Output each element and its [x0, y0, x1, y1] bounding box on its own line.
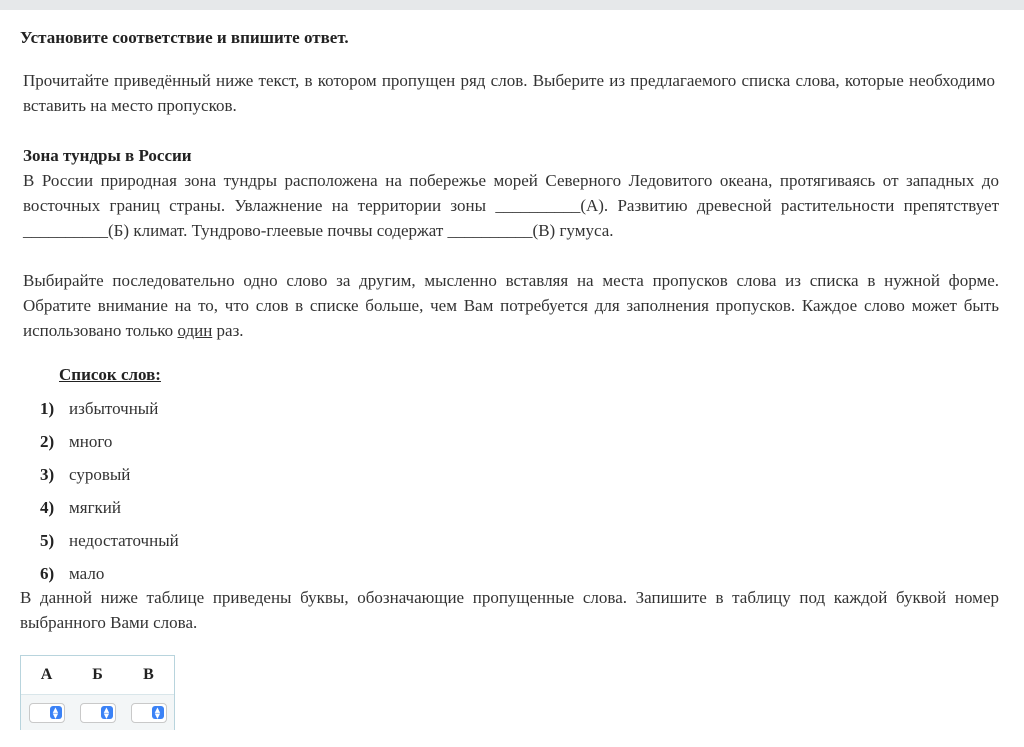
intro-text: Прочитайте приведённый ниже текст, в котором пропущен ряд слов. Выберите из предлагаемого списка слова, которые необходимо вставить на место пропусков. [23, 71, 995, 115]
list-item [40, 429, 179, 462]
answer-select-b[interactable] [80, 703, 116, 723]
chevron-up-down-icon: ▲ ▼ [50, 706, 62, 719]
list-item [40, 396, 179, 429]
list-item-number: 4) [40, 498, 55, 517]
instructions-before: Выбирайте последовательно одно слово за другим, мысленно вставляя на места пропусков слова из списка в нужной форме. Обратите внимание на то, что слов в списке больше, чем Вам потребуется для заполнения пропусков. Каждое слово может быть использовано только [23, 271, 999, 340]
chevron-up-down-icon: ▲ ▼ [152, 706, 164, 719]
passage-title: Зона тундры в России [23, 146, 192, 165]
letter-v: В [143, 666, 154, 683]
list-item-number: 5) [40, 531, 55, 550]
answer-table [20, 655, 175, 730]
task-header: Установите соответствие и впишите ответ. [20, 28, 349, 47]
word-list-title: Список слов: [59, 365, 161, 384]
list-item-word: суровый [69, 465, 131, 484]
list-item [40, 528, 179, 561]
list-item-number: 3) [40, 465, 55, 484]
table-note: В данной ниже таблице приведены буквы, обозначающие пропущенные слова. Запишите в таблицу под каждой буквой номер выбранного Вами слова. [20, 588, 999, 632]
answer-cell-v [123, 703, 174, 723]
chevron-up-down-icon: ▲ ▼ [101, 706, 113, 719]
list-item [40, 495, 179, 528]
list-item-word: избыточный [69, 399, 159, 418]
list-item-number: 6) [40, 564, 55, 583]
instructions-text [23, 268, 999, 343]
list-item-word: мягкий [69, 498, 122, 517]
letter-b: Б [92, 666, 103, 683]
list-item-word: мало [69, 564, 105, 583]
list-item-number: 2) [40, 432, 55, 451]
answer-cell-a [21, 703, 72, 723]
letter-a: А [40, 666, 53, 683]
list-item-number: 1) [40, 399, 55, 418]
passage [23, 143, 999, 243]
instructions-emphasis: один [177, 321, 213, 340]
list-item [40, 462, 179, 495]
word-list [40, 396, 179, 594]
passage-body: В России природная зона тундры расположена на побережье морей Северного Ледовитого океана, протягиваясь от западных до восточных границ страны. Увлажнение на территории зоны __________(А). Развитию древесной растительности препятствует __________(Б) климат. Тундрово-глеевые почвы содержат __________(В) гумуса. [23, 171, 999, 240]
list-item-word: много [69, 432, 113, 451]
answer-table-inputs [21, 694, 174, 730]
answer-select-v[interactable] [131, 703, 167, 723]
list-item-word: недостаточный [69, 531, 179, 550]
answer-table-header [21, 656, 174, 694]
top-bar [0, 0, 1024, 10]
answer-cell-b [72, 703, 123, 723]
instructions-after: раз. [212, 321, 244, 340]
answer-select-a[interactable] [29, 703, 65, 723]
